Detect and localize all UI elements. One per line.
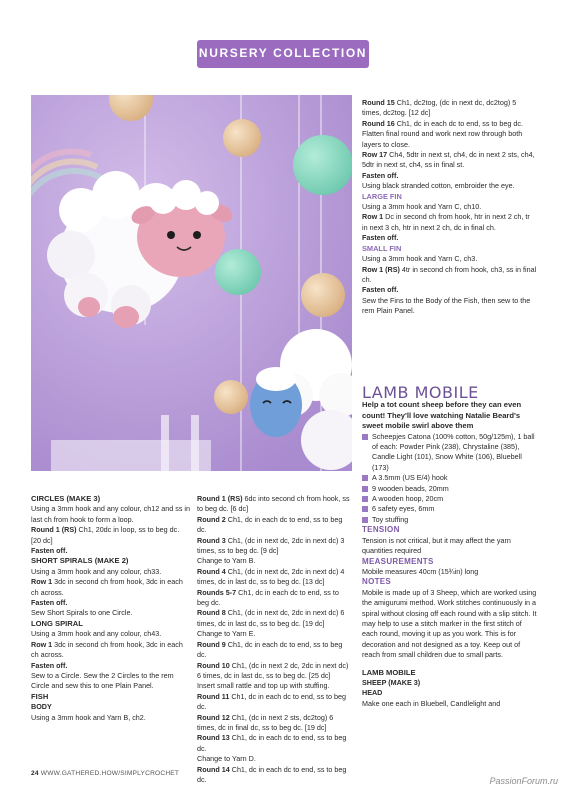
small-fin-heading: SMALL FIN	[362, 243, 402, 253]
materials-list	[362, 432, 537, 526]
fasten-off: Fasten off.	[362, 233, 399, 243]
pattern-line: Sew the Fins to the Body of the Fish, then sew to the rem Plain Panel.	[362, 295, 531, 316]
head-text: Make one each in Bluebell, Candlelight and	[362, 698, 501, 708]
materials-item: 9 wooden beads, 20mm	[362, 484, 537, 494]
pattern-line: Using a 3mm hook and Yarn B, ch2.	[31, 712, 146, 722]
pattern-line: Round 9 Ch1, dc in each dc to end, ss to beg dc.	[197, 639, 343, 660]
pattern-line: Using black stranded cotton, embroider the eye.	[362, 181, 515, 191]
fish-heading: FISH	[31, 691, 49, 701]
pattern-line: Sew to a Circle. Sew the 2 Circles to the rem Circle and sew this to one Plain Panel.	[31, 670, 174, 691]
pattern-line: Row 1 (RS) 4tr in second ch from hook, ch3, ss in final ch.	[362, 264, 537, 284]
pattern-line: Insert small rattle and top up with stuffing.	[197, 681, 330, 691]
pattern-line: Round 8 Ch1, (dc in next dc, 2dc in next dc) 6 times, dc in last dc, ss to beg dc. [19 dc]	[197, 608, 345, 628]
pattern-line: Change to Yarn B.	[197, 556, 256, 566]
pattern-line: Round 15 Ch1, dc2tog, (dc in next dc, dc2tog) 5 times, dc2tog. [12 dc]	[362, 98, 517, 118]
pattern-line: Row 17 Ch4, 5dtr in next st, ch4, dc in next 2 sts, ch4, 5dtr in next st, ch4, ss in final st.	[362, 150, 535, 170]
lamb-intro: Help a tot count sheep before they can even count! They'll love watching Natalie Beard's sweet mobile swirl above them	[362, 400, 522, 431]
pattern-line: Round 16 Ch1, dc in each dc to end, ss to beg dc.	[362, 118, 524, 128]
pattern-line: Round 3 Ch1, (dc in next dc, 2dc in next dc) 3 times, ss to beg dc. [9 dc]	[197, 535, 345, 556]
middle-column	[197, 494, 352, 785]
pattern-line: Row 1 3dc in second ch from hook, 3dc in each ch across.	[31, 577, 183, 597]
pattern-line: Flatten final round and work next row through both layers to close.	[362, 129, 523, 149]
bullet-square-icon	[362, 486, 368, 492]
pattern-line: Change to Yarn D.	[197, 754, 256, 764]
pattern-line: Fasten off.	[362, 170, 399, 180]
banner-title: NURSERY COLLECTION	[198, 46, 368, 60]
page-footer	[31, 770, 179, 777]
pattern-line: Sew Short Spirals to one Circle.	[31, 608, 133, 618]
bullet-square-icon	[362, 517, 368, 523]
pattern-line: Row 1 Dc in second ch from hook, htr in next 2 ch, tr in next 3 ch, htr in next 2 ch, dc in final ch.	[362, 212, 530, 232]
body-heading: BODY	[31, 702, 52, 712]
notes-text: Mobile is made up of 3 Sheep, which are worked using the amigurumi method. Work stitches continuously in a spiral without closing off each round with a slip stitch. It may help to use a stitch marker in the first stitch of each round, moving it up as you work. This is for decoration and not designed as a toy. Keep out of reach from small children due to small parts.	[362, 587, 537, 660]
fasten-off: Fasten off.	[31, 660, 68, 670]
pattern-line: Using a 3mm hook and Yarn C, ch3.	[362, 254, 478, 264]
pattern-line: Round 1 (RS) Ch1, 20dc in loop, ss to beg dc. [20 dc]	[31, 525, 180, 545]
left-column	[31, 494, 191, 723]
materials-item: Scheepjes Catona (100% cotton, 50g/125m), 1 ball of each: Powder Pink (238), Chrystaline (385), Candle Light (101), Snow White (106), Bluebell (173)	[362, 432, 537, 474]
fasten-off: Fasten off.	[31, 598, 68, 608]
materials-item: A 3.5mm (US E/4) hook	[362, 473, 537, 483]
section-banner	[197, 40, 369, 68]
pattern-line: Round 13 Ch1, dc in each dc to end, ss to beg dc.	[197, 733, 347, 753]
pattern-line: Using a 3mm hook and any colour, ch33.	[31, 566, 162, 576]
footer-site[interactable]: WWW.GATHERED.HOW/SIMPLYCROCHET	[38, 770, 180, 777]
bullet-square-icon	[362, 475, 368, 481]
circles-heading: CIRCLES (MAKE 3)	[31, 494, 101, 503]
fasten-off: Fasten off.	[362, 285, 399, 295]
pattern-line: Using a 3mm hook and any colour, ch43.	[31, 629, 162, 639]
lamb-mobile-title: LAMB MOBILE	[362, 383, 479, 402]
lamb-mobile-photo	[31, 95, 352, 471]
bullet-square-icon	[362, 434, 368, 440]
pattern-line: Round 12 Ch1, (dc in next 2 sts, dc2tog) 6 times, dc in final dc, ss to beg dc. [19 dc]	[197, 712, 334, 732]
right-column-top	[362, 98, 537, 317]
bullet-square-icon	[362, 496, 368, 502]
pattern-line: Using a 3mm hook and any colour, ch12 and ss in last ch from hook to form a loop.	[31, 504, 191, 524]
pattern-line: Round 2 Ch1, dc in each dc to end, ss to beg dc.	[197, 514, 343, 535]
materials-item: Toy stuffing	[362, 515, 537, 525]
photo-illustration	[31, 95, 352, 471]
bullet-square-icon	[362, 506, 368, 512]
materials-item: 6 safety eyes, 6mm	[362, 504, 537, 514]
sheep-heading: SHEEP (MAKE 3)	[362, 677, 421, 687]
fasten-off: Fasten off.	[31, 546, 68, 556]
large-fin-heading: LARGE FIN	[362, 191, 402, 201]
pattern-line: Using a 3mm hook and Yarn C, ch10.	[362, 202, 482, 212]
lamb-mobile-section	[362, 383, 537, 709]
measurements-heading: MEASUREMENTS	[362, 556, 434, 566]
tension-text: Tension is not critical, but it may affect the yarn quantities required	[362, 535, 511, 556]
pattern-line: Round 14 Ch1, dc in each dc to end, ss to beg dc.	[197, 764, 347, 784]
tension-heading: TENSION	[362, 525, 400, 535]
pattern-line: Rounds 5-7 Ch1, dc in each dc to end, ss to beg dc.	[197, 587, 339, 608]
pattern-line: Round 10 Ch1, (dc in next 2 dc, 2dc in next dc) 6 times, dc in last dc, ss to beg dc. [25 dc]	[197, 660, 349, 680]
pattern-line: Round 4 Ch1, (dc in next dc, 2dc in next dc) 4 times, dc in last dc, ss to beg dc. [13 dc]	[197, 566, 345, 587]
pattern-line: Round 11 Ch1, dc in each dc to end, ss to beg dc.	[197, 691, 347, 712]
lamb-mobile-heading: LAMB MOBILE	[362, 667, 416, 677]
short-spirals-heading: SHORT SPIRALS (MAKE 2)	[31, 556, 129, 566]
head-heading: HEAD	[362, 688, 383, 698]
materials-item: A wooden hoop, 20cm	[362, 494, 537, 504]
measurements-text: Mobile measures 40cm (15¾in) long	[362, 566, 479, 576]
watermark: PassionForum.ru	[489, 776, 558, 786]
long-spiral-heading: LONG SPIRAL	[31, 618, 83, 628]
pattern-line: Row 1 3dc in second ch from hook, 3dc in each ch across.	[31, 639, 183, 660]
page-number: 24	[31, 770, 39, 777]
notes-heading: NOTES	[362, 577, 392, 587]
pattern-line: Change to Yarn E.	[197, 629, 256, 639]
pattern-line: Round 1 (RS) 6dc into second ch from hook, ss to beg dc. [6 dc]	[197, 494, 350, 514]
